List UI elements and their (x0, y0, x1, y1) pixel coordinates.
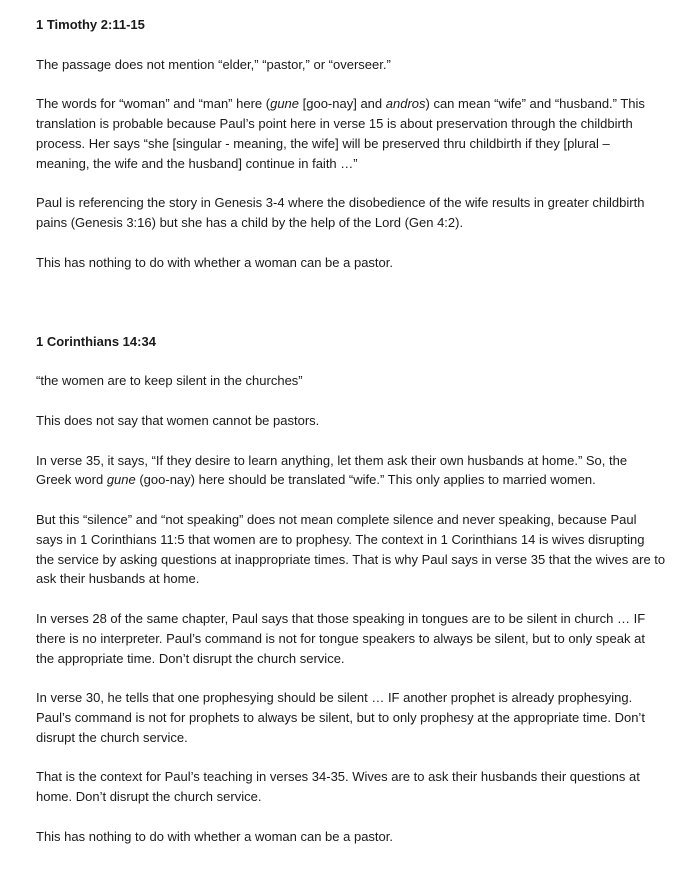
paragraph: This does not say that women cannot be pastors. (36, 412, 320, 428)
greek-word-gune: gune (106, 472, 136, 488)
paragraph: That is the context for Paul’s teaching in verses 34-35. Wives are to ask their husbands their questions at home. Don’t disrupt the church service. (36, 769, 640, 805)
paragraph (36, 94, 666, 173)
greek-word-gune: gune (270, 96, 300, 112)
paragraph: But this “silence” and “not speaking” does not mean complete silence and never speaking, because Paul says in 1 Corinthians 11:5 that women are to prophesy. The context in 1 Corinthians 14 is wives disrupting the service by asking questions at inappropriate times. That is why Paul says in verse 35 that the wives are to ask their husbands at home. (36, 511, 666, 587)
section-heading-1-timothy: 1 Timothy 2:11-15 (36, 17, 145, 32)
text-run: (goo-nay) here should be translated “wife.” This only applies to married women. (135, 472, 596, 488)
paragraph: Paul is referencing the story in Genesis 3-4 where the disobedience of the wife results in greater childbirth pains (Genesis 3:16) but she has a child by the help of the Lord (Gen 4:2). (36, 195, 645, 230)
text-run: [goo-nay] and (299, 96, 386, 112)
paragraph: This has nothing to do with whether a woman can be a pastor. (36, 254, 393, 270)
section-heading-1-corinthians: 1 Corinthians 14:34 (36, 333, 156, 349)
paragraph: In verses 28 of the same chapter, Paul says that those speaking in tongues are to be silent in church … IF there is no interpreter. Paul’s command is not for tongue speakers to always be silent, but to only speak at the appropriate time. Don’t disrupt the church service. (36, 610, 646, 666)
greek-word-andros: andros (385, 96, 426, 112)
paragraph: This has nothing to do with whether a woman can be a pastor. (36, 828, 393, 844)
paragraph: “the women are to keep silent in the churches” (36, 373, 303, 389)
section-spacer (36, 292, 666, 332)
text-run: ) can mean “wife” and “husband.” This translation is probable because Paul’s point here in verse 15 is about preservation through the childbirth process. Her says “she [singular - meaning, the wife] will be preserved thru childbirth if they [plural – meaning, the wife and the husband] continue in faith …” (36, 96, 645, 171)
paragraph (36, 451, 666, 491)
text-run: The words for “woman” and “man” here ( (36, 96, 271, 112)
text-run: In verse 35, it says, “If they desire to learn anything, let them ask their own husbands at home.” So, the Greek word (36, 452, 628, 488)
paragraph: The passage does not mention “elder,” “pastor,” or “overseer.” (36, 56, 391, 72)
paragraph: In verse 30, he tells that one prophesying should be silent … IF another prophet is already prophesying. Paul’s command is not for prophets to always be silent, but to only prophesy at the appropriate time. Don’t disrupt the church service. (36, 690, 645, 745)
